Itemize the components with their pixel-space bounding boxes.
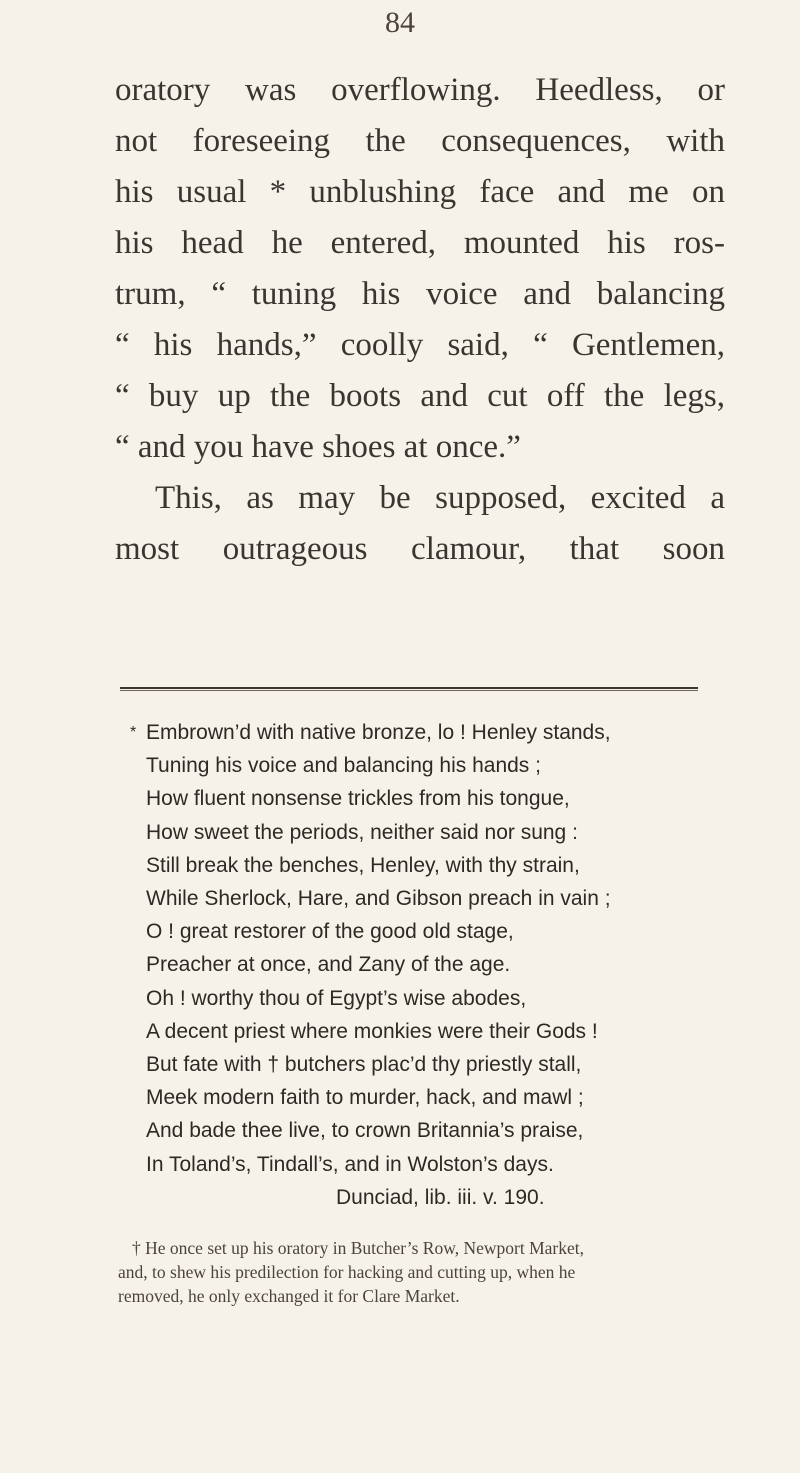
poem-line: A decent priest where monkies were their Gods ! (146, 1019, 598, 1043)
text-line: “ his hands,” coolly said, “ Gentlemen, (115, 327, 725, 363)
dagger-footnote (118, 1236, 698, 1308)
footnote-divider-thin (120, 690, 698, 691)
text-line: This, as may be supposed, excited a (155, 480, 725, 516)
poem-line: And bade thee live, to crown Britannia’s praise, (146, 1119, 584, 1143)
page-number: 84 (385, 6, 415, 39)
poem-line: Preacher at once, and Zany of the age. (146, 953, 511, 977)
poem-line: In Toland’s, Tindall’s, and in Wolston’s days. (146, 1152, 554, 1176)
text-line: “ buy up the boots and cut off the legs, (115, 378, 725, 414)
poem-citation: Dunciad, lib. iii. v. 190. (336, 1185, 545, 1209)
poem-line: Tuning his voice and balancing his hands ; (146, 754, 541, 778)
poem-line: Meek modern faith to murder, hack, and mawl ; (146, 1086, 584, 1110)
text-line: oratory was overflowing. Heedless, or (115, 72, 725, 108)
poem-line: O ! great restorer of the good old stage, (146, 920, 514, 944)
poem-line (130, 716, 700, 749)
poem-line: But fate with † butchers plac’d thy priestly stall, (146, 1053, 582, 1077)
main-text (115, 65, 725, 575)
footnote-line: removed, he only exchanged it for Clare Market. (118, 1286, 460, 1306)
text-line: “ and you have shoes at once.” (115, 429, 521, 465)
poem-line-text: Embrown’d with native bronze, lo ! Henley stands, (146, 721, 611, 744)
text-line: his head he entered, mounted his ros- (115, 225, 725, 261)
text-line: most outrageous clamour, that soon (115, 531, 725, 567)
text-line: trum, “ tuning his voice and balancing (115, 276, 725, 312)
poem-line: How fluent nonsense trickles from his tongue, (146, 787, 570, 811)
footnote-line: † He once set up his oratory in Butcher’s Row, Newport Market, (132, 1238, 584, 1258)
poem-line: While Sherlock, Hare, and Gibson preach in vain ; (146, 887, 611, 911)
text-line: not foreseeing the consequences, with (115, 123, 725, 159)
poem-line: How sweet the periods, neither said nor sung : (146, 820, 578, 844)
text-line: his usual * unblushing face and me on (115, 174, 725, 210)
footnote-poem (130, 716, 700, 1214)
footnote-marker: * (130, 724, 137, 741)
footnote-line: and, to shew his predilection for hacking and cutting up, when he (118, 1262, 576, 1282)
poem-line: Oh ! worthy thou of Egypt’s wise abodes, (146, 986, 527, 1010)
footnote-divider (120, 687, 698, 689)
poem-line: Still break the benches, Henley, with thy strain, (146, 853, 580, 877)
